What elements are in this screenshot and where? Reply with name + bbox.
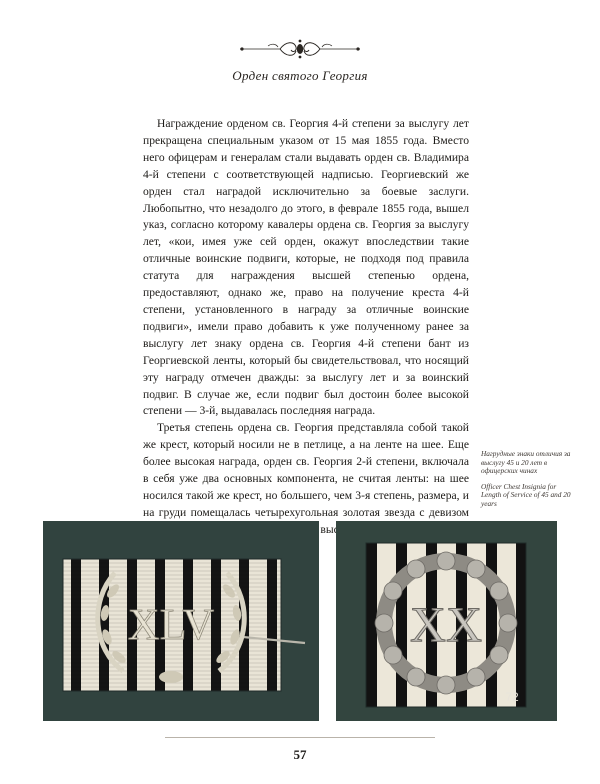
photo-badge-45-years bbox=[43, 521, 319, 721]
badge-numeral-left: XLV bbox=[127, 600, 215, 649]
footer-rule bbox=[165, 737, 435, 738]
paragraph: Награждение орденом св. Георгия 4-й степени за выслугу лет прекращена специальным указом от 15 мая 1855 года. Вместо него офицерам и генералам стали выдавать орден св. Владимира 4-й степени с соответствующей надписью. Георгиевский же орден стал наградой исключительно за боевые заслуги. Любопытно, что незадолго до этого, в феврале 1855 года, вышел указ, согласно которому кавалеры ордена св. Георгия за выслугу лет, «кои, имея уже сей орден, окажут впоследствии такие отличные воинские подвиги, которые, не подходя под правила статута для награждения высшей степенью ордена, предоставляют, однако же, право на получение креста 4-й степени, установленного в награду за отличные воинские подвиги», имели право добавить к уже полученному ранее за выслугу лет знаку ордена св. Георгия 4-й степени бант из Георгиевской ленты, который бы свидетельствовал, что носящий эту награду отмечен дважды: за выслугу лет и за воинский подвиг. В случае же, если подвиг был достоин более высокой степени — 3-й, выдавалась последняя награда. bbox=[143, 117, 469, 418]
badge-numeral-right: XX bbox=[409, 596, 483, 652]
page-number: 57 bbox=[293, 747, 307, 762]
inventory-tag: 72 bbox=[505, 690, 519, 704]
caption-russian: Нагрудные знаки отличия за выслугу 45 и 20 лет в офицерских чинах bbox=[481, 449, 571, 476]
photo-caption bbox=[481, 450, 573, 509]
photo-badge-20-years bbox=[336, 521, 557, 721]
running-title: Орден святого Георгия bbox=[232, 68, 368, 83]
paragraph: Третья степень ордена св. Георгия представляла собой такой же крест, который носили не в петлице, а на ленте на шее. Еще более высокая награда, орден св. Георгия 2-й степени, включала в себя уже два основных компонента, не считая ленты: на шее носился такой же крест, но большего, чем 3-я степень, размера, и на груди помещалась четырехугольная золотая звезда с девизом bbox=[143, 421, 469, 519]
caption-english: Officer Chest Insignia for Length of Service of 45 and 20 years bbox=[481, 481, 571, 508]
body-text bbox=[143, 116, 469, 556]
header-ornament bbox=[238, 38, 362, 60]
